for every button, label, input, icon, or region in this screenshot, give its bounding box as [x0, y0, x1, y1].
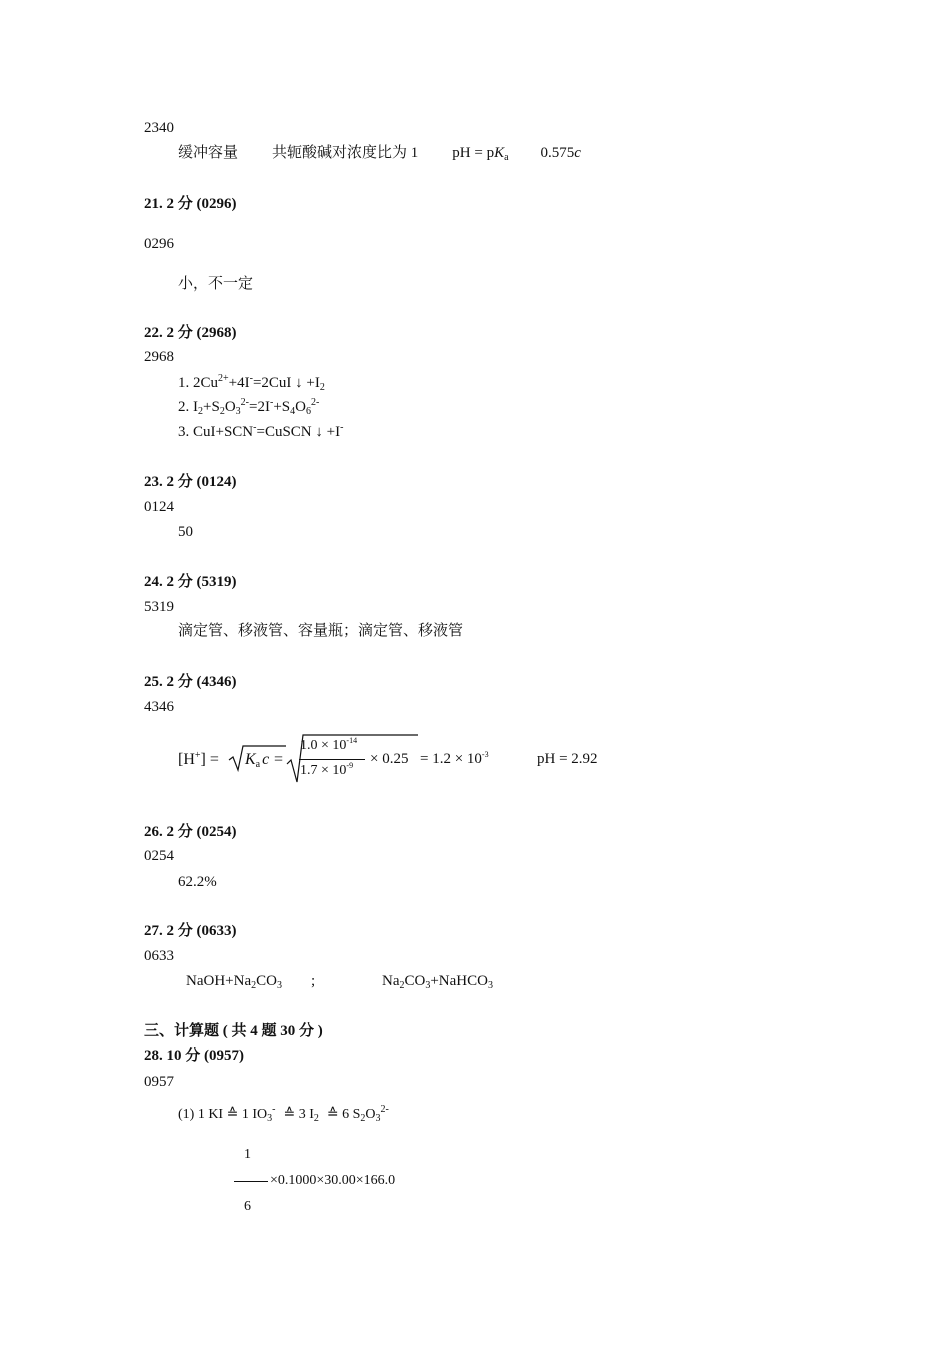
equation-0957-stoichiometry: (1) 1 KI ≙ 1 $IO_3^-$ ≙ 3 $I_2$ ≙ 6 $S_2O_3^{2-}$: [178, 1104, 389, 1124]
corresponds-icon: ≙: [283, 1107, 296, 1122]
answer-0633-separator: ;: [311, 973, 316, 989]
answer-0633-a: $NaOH+Na_2CO_3$: [186, 973, 282, 991]
equation-2968-2: 2. $I_2+S_2O_3^{2-}=2I^-+S_4O_6^{2-}$: [178, 397, 320, 417]
question-27-heading: 27. 2 分 (0633): [144, 923, 237, 939]
calc-expression: ×0.1000×30.00×166.0: [270, 1173, 396, 1188]
answer-0254: 62.2%: [178, 874, 217, 890]
result: = $1.2 \times 10^{-3}$: [420, 750, 489, 767]
answer-0296: 小，不一定: [178, 276, 254, 292]
answer-2340-b: 共轭酸碱对浓度比为 1: [272, 145, 419, 161]
answer-2340-c: pH = $pK_a$: [452, 145, 509, 163]
answer-0633-b: $Na_2CO_3+NaHCO_3$: [382, 973, 493, 991]
fraction-bar: [299, 759, 365, 760]
answer-0124: 50: [178, 524, 193, 540]
equation-2968-1: 1. $2Cu^{2+}+4I^-=2CuI$ ↓ $+I_2$: [178, 373, 325, 393]
fraction-numerator: $1.0 \times 10^{-14}$: [300, 736, 358, 753]
question-22-heading: 22. 2 分 (2968): [144, 325, 237, 341]
question-23-heading: 23. 2 分 (0124): [144, 474, 237, 490]
corresponds-icon: ≙: [226, 1107, 239, 1122]
calc-fraction-numerator: 1: [244, 1147, 251, 1162]
answer-code-0254: 0254: [144, 848, 174, 864]
ka-c: $K_a$ c: [245, 751, 270, 770]
answer-code-4346: 4346: [144, 699, 174, 715]
question-24-heading: 24. 2 分 (5319): [144, 574, 237, 590]
answer-2340-d: 0.575c: [540, 145, 581, 161]
fraction-denominator: $1.7 \times 10^{-9}$: [300, 761, 354, 778]
question-25-heading: 25. 2 分 (4346): [144, 674, 237, 690]
equals-1: =: [274, 751, 284, 768]
h-plus-lhs: [H+] =: [178, 750, 219, 768]
answer-code-0957: 0957: [144, 1074, 174, 1090]
equation-4346: [178, 732, 638, 784]
answer-code-0124: 0124: [144, 499, 174, 515]
multiplier: × 0.25: [370, 751, 409, 767]
section-3-heading: 三、计算题 ( 共 4 题 30 分 ): [144, 1023, 323, 1039]
answer-2340-a: 缓冲容量: [178, 145, 239, 161]
question-28-heading: 28. 10 分 (0957): [144, 1048, 244, 1064]
question-21-heading: 21. 2 分 (0296): [144, 196, 237, 212]
answer-code-0296: 0296: [144, 236, 174, 252]
answer-code-0633: 0633: [144, 948, 174, 964]
calc-fraction-denominator: 6: [244, 1199, 251, 1214]
answer-code-2968: 2968: [144, 349, 174, 365]
answer-5319: 滴定管、移液管、容量瓶；滴定管、移液管: [178, 623, 464, 639]
answer-code-5319: 5319: [144, 599, 174, 615]
corresponds-icon: ≙: [326, 1107, 339, 1122]
calc-fraction-bar: [234, 1181, 268, 1182]
equation-2968-3: 3. CuI+SCN-=CuSCN ↓ +I-: [178, 422, 344, 440]
ph-value: pH = 2.92: [537, 751, 598, 767]
answer-code-2340: 2340: [144, 120, 174, 136]
answer-2340: [178, 146, 581, 161]
question-26-heading: 26. 2 分 (0254): [144, 824, 237, 840]
